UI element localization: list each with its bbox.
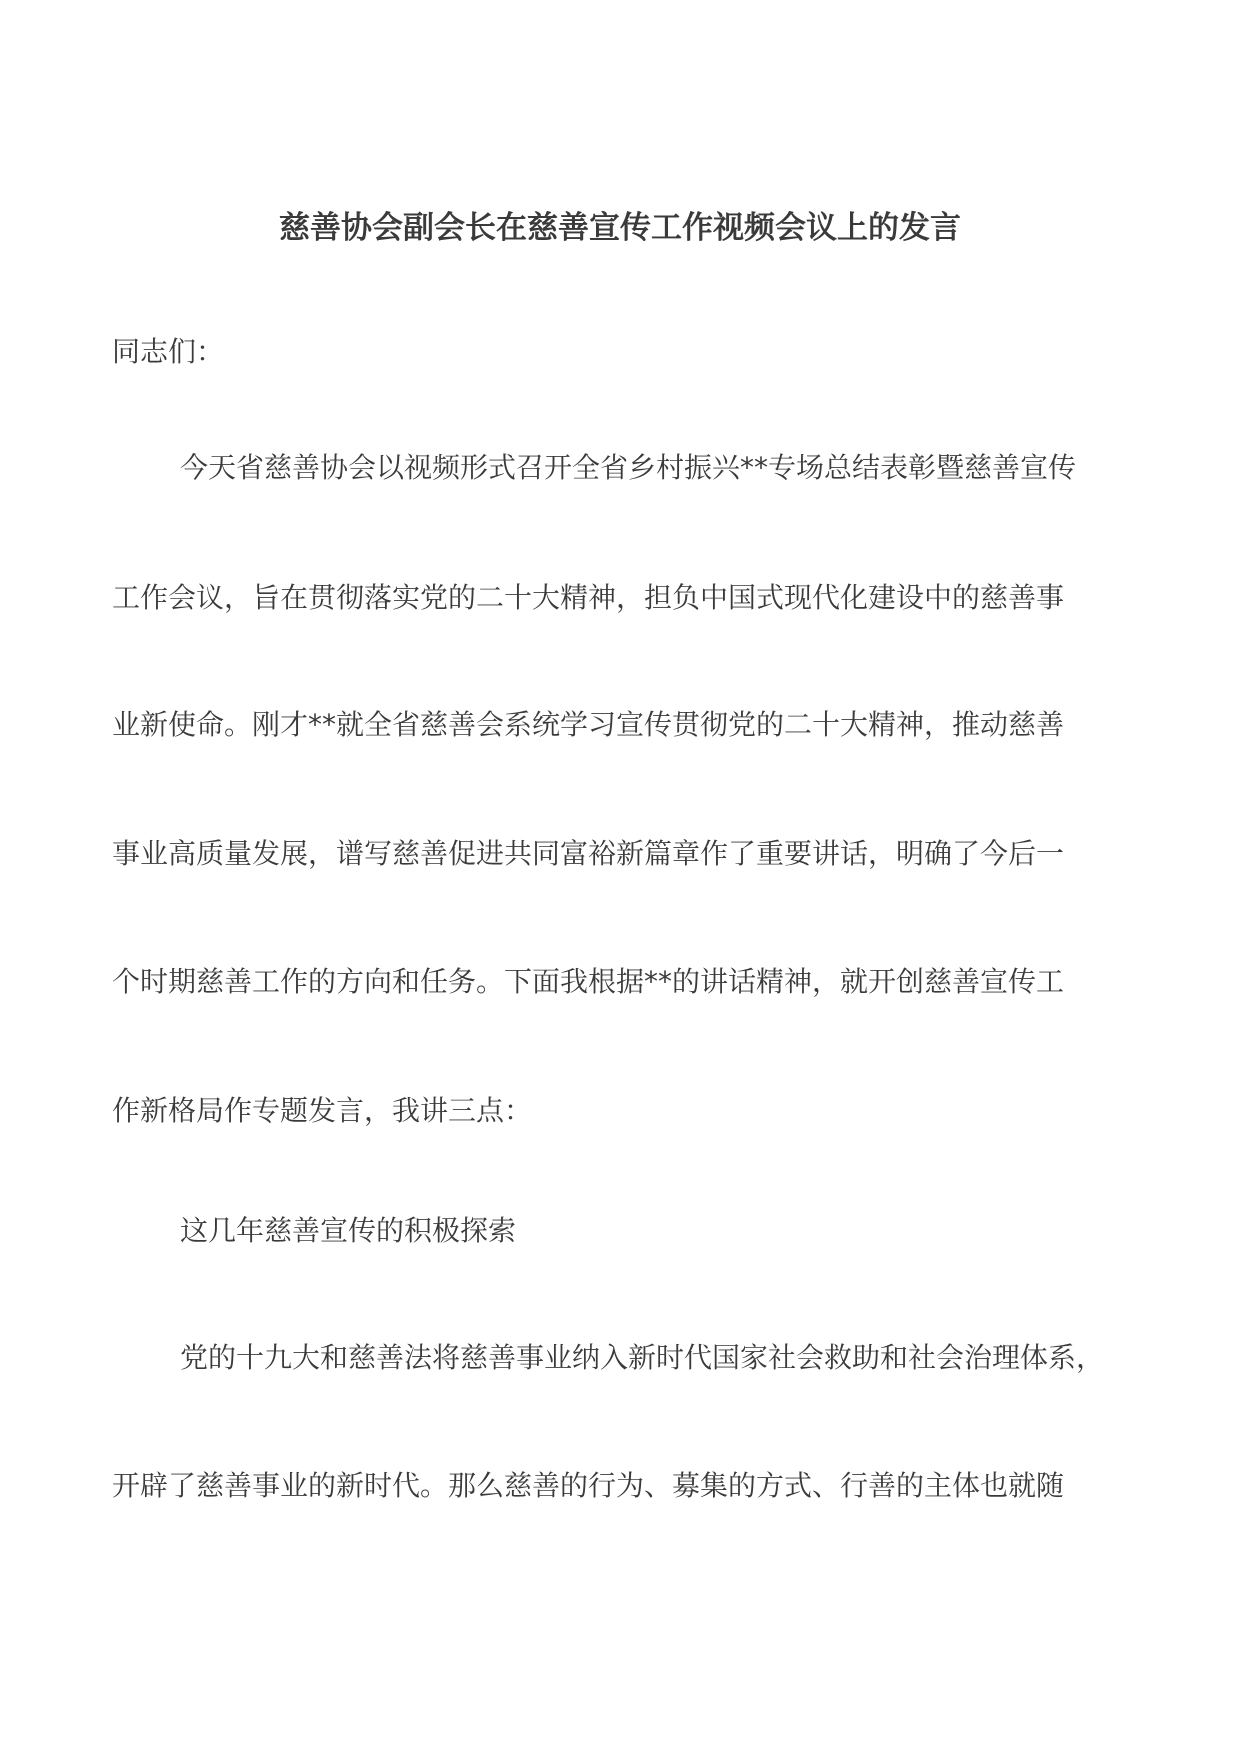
paragraph-line: 今天省慈善协会以视频形式召开全省乡村振兴**专场总结表彰暨慈善宣传 xyxy=(180,451,1077,484)
paragraph-line: 党的十九大和慈善法将慈善事业纳入新时代国家社会救助和社会治理体系， xyxy=(180,1341,1105,1374)
section-heading: 这几年慈善宣传的积极探索 xyxy=(180,1214,517,1247)
salutation: 同志们： xyxy=(112,335,225,368)
paragraph-line: 个时期慈善工作的方向和任务。下面我根据**的讲话精神，就开创慈善宣传工 xyxy=(112,965,1065,998)
paragraph-line: 业新使命。刚才**就全省慈善会系统学习宣传贯彻党的二十大精神，推动慈善 xyxy=(112,708,1065,741)
paragraph-line: 作新格局作专题发言，我讲三点： xyxy=(112,1094,533,1127)
document-title: 慈善协会副会长在慈善宣传工作视频会议上的发言 xyxy=(279,210,961,246)
paragraph-line: 事业高质量发展，谱写慈善促进共同富裕新篇章作了重要讲话，明确了今后一 xyxy=(112,837,1065,870)
paragraph-line: 工作会议，旨在贯彻落实党的二十大精神，担负中国式现代化建设中的慈善事 xyxy=(112,581,1065,614)
paragraph-line: 开辟了慈善事业的新时代。那么慈善的行为、募集的方式、行善的主体也就随 xyxy=(112,1469,1065,1502)
